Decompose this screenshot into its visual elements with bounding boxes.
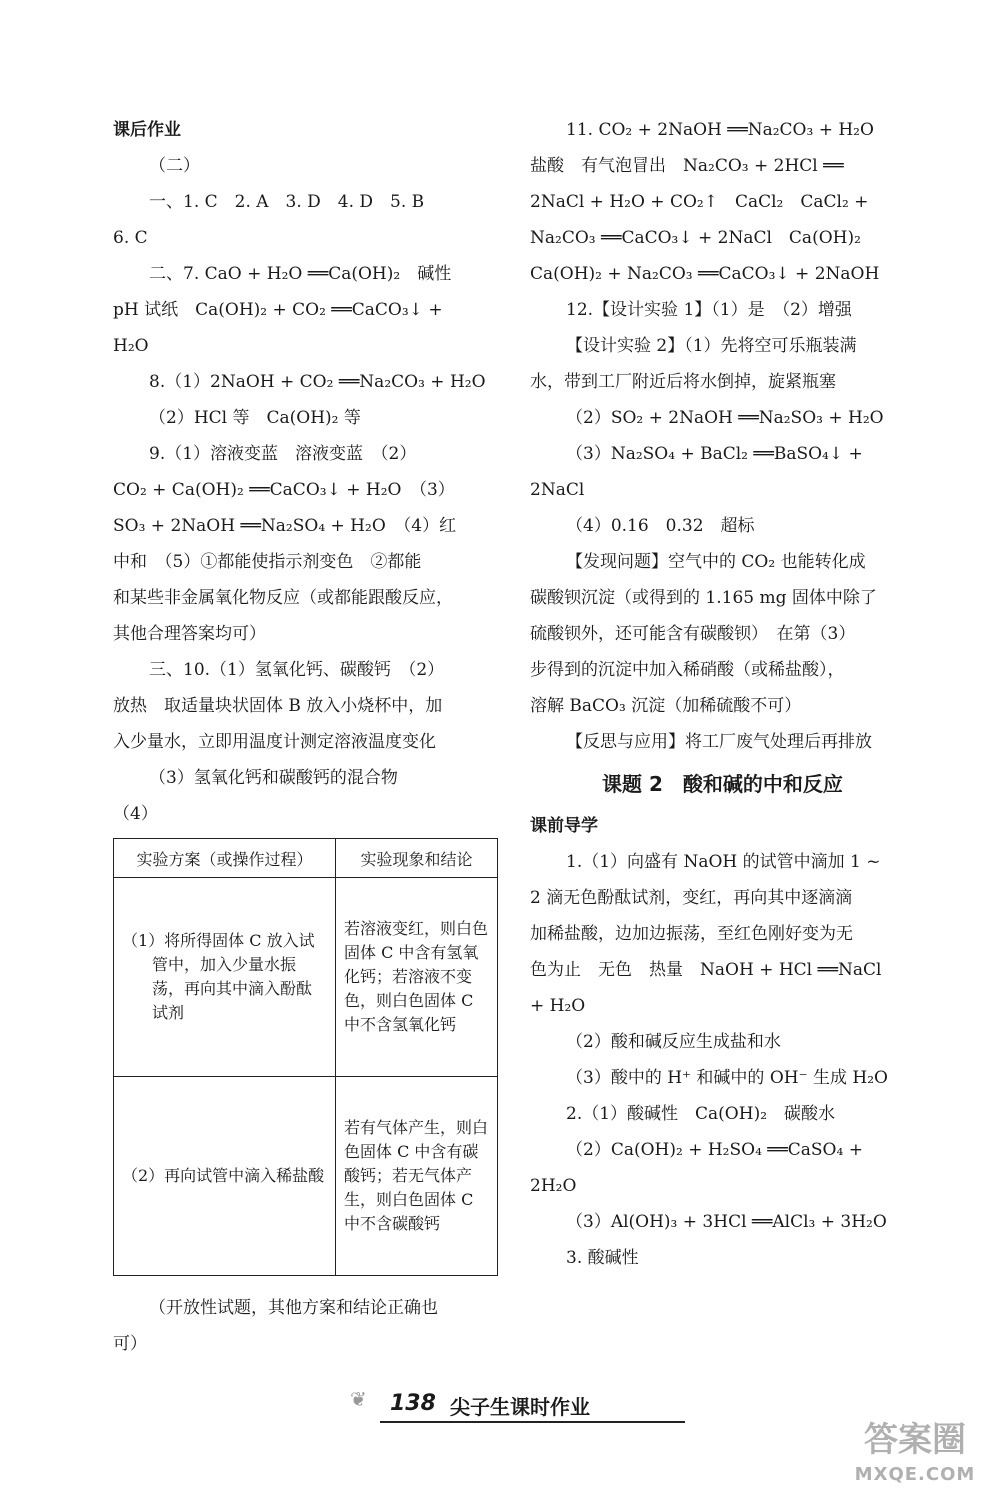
answer-line: CO₂ + Ca(OH)₂ ══CaCO₃↓ + H₂O （3）	[113, 480, 455, 500]
page-footer	[350, 1385, 685, 1425]
answer-line: 3. 酸碱性	[566, 1248, 639, 1268]
subheading-preview: 课前导学	[530, 816, 598, 836]
answer-line: 1.（1）向盛有 NaOH 的试管中滴加 1 ~	[566, 852, 881, 872]
experiment-table	[113, 838, 498, 1276]
answer-line: 8.（1）2NaOH + CO₂ ══Na₂CO₃ + H₂O	[149, 372, 486, 392]
answer-line: SO₃ + 2NaOH ══Na₂SO₄ + H₂O （4）红	[113, 516, 457, 536]
answer-line: （3）酸中的 H⁺ 和碱中的 OH⁻ 生成 H₂O	[566, 1068, 888, 1088]
answer-line: （2）SO₂ + 2NaOH ══Na₂SO₃ + H₂O	[566, 408, 884, 428]
table-row	[114, 1077, 498, 1276]
table-cell-text: （2）再向试管中滴入稀盐酸	[122, 1166, 325, 1185]
answer-line: 放热 取适量块状固体 B 放入小烧杯中，加	[113, 696, 443, 716]
answer-line: 碳酸钡沉淀（或得到的 1.165 mg 固体中除了	[530, 588, 877, 608]
table-cell	[114, 1077, 336, 1276]
answer-line: 【发现问题】空气中的 CO₂ 也能转化成	[566, 552, 866, 572]
note-line: （开放性试题，其他方案和结论正确也	[149, 1298, 438, 1318]
book-title: 尖子生课时作业	[450, 1395, 590, 1419]
answer-line: （二）	[149, 156, 200, 176]
answer-line: 2NaCl	[530, 480, 585, 500]
swirl-ornament-icon: ❦	[350, 1387, 367, 1411]
answer-line: （4）	[113, 804, 158, 824]
footer-rule	[380, 1421, 685, 1423]
answer-line: （3）氢氧化钙和碳酸钙的混合物	[149, 768, 398, 788]
table-header-row	[114, 839, 498, 878]
answer-line: Ca(OH)₂ + Na₂CO₃ ══CaCO₃↓ + 2NaOH	[530, 264, 880, 284]
answer-line: 【反思与应用】将工厂废气处理后再排放	[566, 732, 872, 752]
answer-line: 2.（1）酸碱性 Ca(OH)₂ 碳酸水	[566, 1104, 836, 1124]
answer-line: 9.（1）溶液变蓝 溶液变蓝 （2）	[149, 444, 417, 464]
answer-line: 加稀盐酸，边加边振荡，至红色刚好变为无	[530, 924, 853, 944]
answer-line: 盐酸 有气泡冒出 Na₂CO₃ + 2HCl ══	[530, 156, 844, 176]
answer-line: 和某些非金属氧化物反应（或都能跟酸反应，	[113, 588, 453, 608]
answer-line: 12.【设计实验 1】（1）是 （2）增强	[566, 300, 852, 320]
answer-line: 步得到的沉淀中加入稀硝酸（或稀盐酸），	[530, 660, 845, 680]
answer-line: （2）酸和碱反应生成盐和水	[566, 1032, 781, 1052]
table-cell: 若有气体产生，则白色固体 C 中含有碳酸钙；若无气体产生，则白色固体 C 中不含碳酸钙	[336, 1077, 498, 1276]
table-row	[114, 878, 498, 1077]
answer-line: 二、7. CaO + H₂O ══Ca(OH)₂ 碱性	[149, 264, 452, 284]
watermark-logo: 答案圈	[864, 1420, 966, 1460]
answer-line: 溶解 BaCO₃ 沉淀（加稀硫酸不可）	[530, 696, 802, 716]
watermark-url: MXQE.COM	[854, 1464, 976, 1485]
answer-line: （2）HCl 等 Ca(OH)₂ 等	[149, 408, 361, 428]
answer-line: 其他合理答案均可）	[113, 624, 266, 644]
answer-line: （2）Ca(OH)₂ + H₂SO₄ ══CaSO₄ +	[566, 1140, 863, 1160]
answer-line: + H₂O	[530, 996, 586, 1016]
table-header: 实验现象和结论	[336, 839, 498, 878]
answer-line: 6. C	[113, 228, 148, 248]
answer-line: 入少量水，立即用温度计测定溶液温度变化	[113, 732, 436, 752]
note-line: 可）	[113, 1334, 147, 1354]
answer-line: 11. CO₂ + 2NaOH ══Na₂CO₃ + H₂O	[566, 120, 874, 140]
answer-line: 【设计实验 2】（1）先将空可乐瓶装满	[566, 336, 857, 356]
answer-line: pH 试纸 Ca(OH)₂ + CO₂ ══CaCO₃↓ +	[113, 300, 443, 320]
table-cell: 若溶液变红，则白色固体 C 中含有氢氧化钙；若溶液不变色，则白色固体 C 中不含氢氧化钙	[336, 878, 498, 1077]
table-header: 实验方案（或操作过程）	[114, 839, 336, 878]
heading-homework: 课后作业	[113, 120, 181, 140]
answer-line: 三、10.（1）氢氧化钙、碳酸钙 （2）	[149, 660, 445, 680]
answer-line: 2NaCl + H₂O + CO₂↑ CaCl₂ CaCl₂ +	[530, 192, 869, 212]
table-cell-text: （1）将所得固体 C 放入试管中，加入少量水振荡，再向其中滴入酚酞试剂	[122, 931, 315, 1022]
answer-line: 中和 （5）①都能使指示剂变色 ②都能	[113, 552, 422, 572]
watermark	[840, 1418, 990, 1498]
answer-line: 2 滴无色酚酞试剂，变红，再向其中逐滴滴	[530, 888, 853, 908]
left-column	[113, 112, 498, 1362]
right-column	[530, 112, 915, 1276]
answer-line: 一、1. C 2. A 3. D 4. D 5. B	[149, 192, 425, 212]
answer-line: （3）Al(OH)₃ + 3HCl ══AlCl₃ + 3H₂O	[566, 1212, 887, 1232]
section-title: 课题 2 酸和碱的中和反应	[602, 772, 843, 796]
answer-line: 2H₂O	[530, 1176, 577, 1196]
answer-line: Na₂CO₃ ══CaCO₃↓ + 2NaCl Ca(OH)₂	[530, 228, 861, 248]
table-cell	[114, 878, 336, 1077]
answer-line: （3）Na₂SO₄ + BaCl₂ ══BaSO₄↓ +	[566, 444, 863, 464]
answer-line: 色为止 无色 热量 NaOH + HCl ══NaCl	[530, 960, 882, 980]
answer-line: 水，带到工厂附近后将水倒掉，旋紧瓶塞	[530, 372, 836, 392]
answer-line: H₂O	[113, 336, 149, 356]
answer-line: （4）0.16 0.32 超标	[566, 516, 755, 536]
page-number: 138	[390, 1391, 436, 1416]
answer-line: 硫酸钡外，还可能含有碳酸钡） 在第（3）	[530, 624, 856, 644]
